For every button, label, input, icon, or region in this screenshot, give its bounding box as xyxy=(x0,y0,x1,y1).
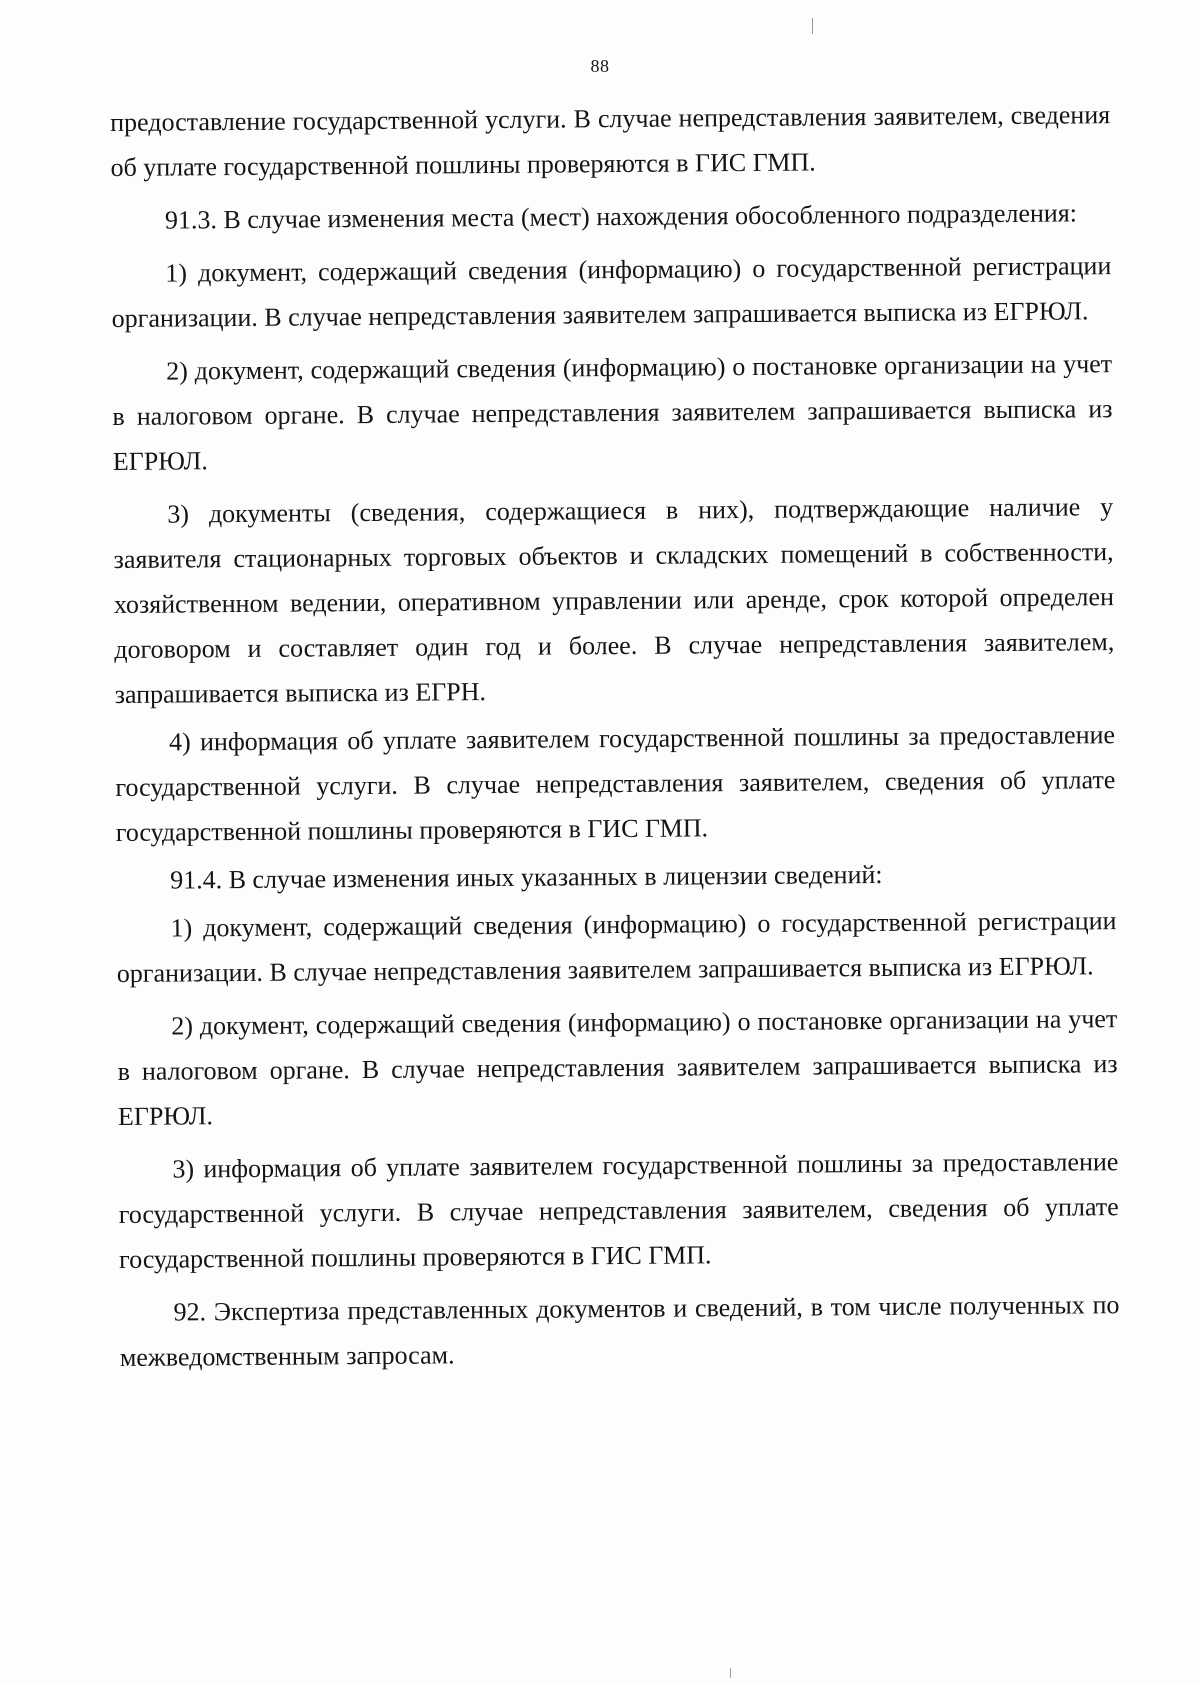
scan-speck xyxy=(812,18,813,34)
paragraph-91-3: 91.3. В случае изменения места (мест) нахождения обособленного подразделения: xyxy=(164,198,1078,235)
paragraph-91-3-item-2: 2) документ, содержащий сведения (информацию) о постановке организации на учет в налоговом органе. В случае непредставления заявителем запрашивается выписка из ЕГРЮЛ. xyxy=(112,349,1113,476)
page-number: 88 xyxy=(590,56,610,76)
paragraph-continuation: предоставление государственной услуги. В случае непредставления заявителем, сведения об уплате государственной пошлины проверяются в ГИС ГМП. xyxy=(110,100,1111,182)
paragraph-91-4-item-1: 1) документ, содержащий сведения (информацию) о государственной регистрации организации. В случае непредставления заявителем запрашивается выписка из ЕГРЮЛ. xyxy=(116,906,1117,988)
paragraph-92: 92. Экспертиза представленных документов и сведений, в том числе полученных по межведомственным запросам. xyxy=(119,1290,1120,1372)
document-body xyxy=(110,92,1120,1388)
paragraph-91-4: 91.4. В случае изменения иных указанных в лицензии сведений: xyxy=(170,859,883,895)
paragraph-91-3-item-1: 1) документ, содержащий сведения (информацию) о государственной регистрации организации. В случае непредставления заявителем запрашивается выписка из ЕГРЮЛ. xyxy=(111,251,1112,333)
paragraph-91-3-item-3: 3) документы (сведения, содержащиеся в них), подтверждающие наличие у заявителя стационарных торговых объектов и складских помещений в собственности, хозяйственном ведении, оперативном управлении или аренде, срок которой определен договором и составляет один год и более. В случае непредставления заявителем, запрашивается выписка из ЕГРН. xyxy=(113,492,1115,709)
paragraph-91-4-item-3: 3) информация об уплате заявителем государственной пошлины за предоставление государственной услуги. В случае непредставления заявителем, сведения об уплате государственной пошлины проверяются в ГИС ГМП. xyxy=(118,1147,1119,1274)
paragraph-91-3-item-4: 4) информация об уплате заявителем государственной пошлины за предоставление государственной услуги. В случае непредставления заявителем, сведения об уплате государственной пошлины проверяются в ГИС ГМП. xyxy=(115,720,1116,847)
paragraph-91-4-item-2: 2) документ, содержащий сведения (информацию) о постановке организации на учет в налоговом органе. В случае непредставления заявителем запрашивается выписка из ЕГРЮЛ. xyxy=(117,1004,1118,1131)
scan-speck xyxy=(730,1668,731,1678)
